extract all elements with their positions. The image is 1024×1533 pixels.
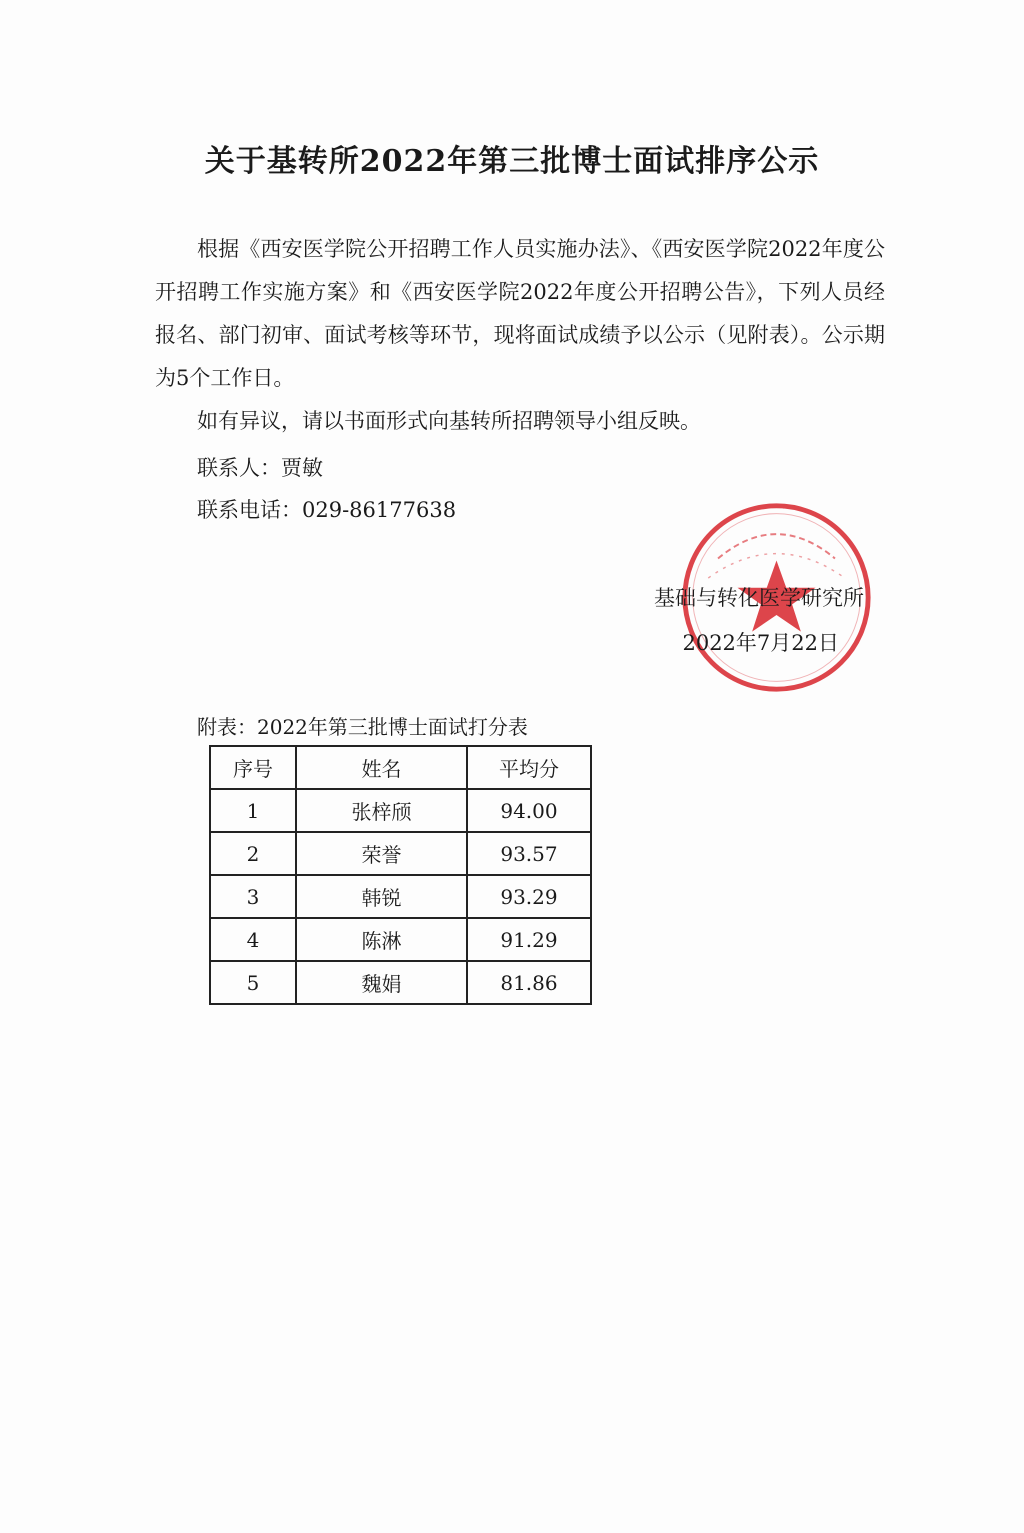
contact-phone: 联系电话：029-86177638 [197, 498, 457, 522]
header-score: 平均分 [467, 746, 591, 789]
cell-name: 陈淋 [296, 918, 467, 961]
cell-score: 94.00 [467, 789, 591, 832]
cell-index: 2 [210, 832, 296, 875]
signature-org: 基础与转化医学研究所 [654, 586, 864, 610]
table-header-row [210, 746, 591, 789]
cell-index: 5 [210, 961, 296, 1004]
paragraph-objection: 如有异议，请以书面形式向基转所招聘领导小组反映。 [197, 409, 701, 433]
table-row [210, 918, 591, 961]
cell-score: 93.29 [467, 875, 591, 918]
header-index: 序号 [210, 746, 296, 789]
cell-score: 91.29 [467, 918, 591, 961]
cell-index: 4 [210, 918, 296, 961]
paragraph-main: 根据《西安医学院公开招聘工作人员实施办法》、《西安医学院2022年度公开招聘工作实施方案》和《西安医学院2022年度公开招聘公告》，下列人员经报名、部门初审、面试考核等环节，现将面试成绩予以公示（见附表）。公示期为5个工作日。 [155, 237, 885, 390]
document-title: 关于基转所2022年第三批博士面试排序公示 [204, 144, 820, 179]
cell-score: 93.57 [467, 832, 591, 875]
cell-name: 张梓颀 [296, 789, 467, 832]
cell-name: 荣誉 [296, 832, 467, 875]
header-name: 姓名 [296, 746, 467, 789]
table-row [210, 832, 591, 875]
body-text [155, 228, 885, 443]
cell-score: 81.86 [467, 961, 591, 1004]
cell-name: 魏娟 [296, 961, 467, 1004]
table-row [210, 875, 591, 918]
signature-date: 2022年7月22日 [682, 631, 839, 655]
table-row [210, 789, 591, 832]
cell-name: 韩锐 [296, 875, 467, 918]
cell-index: 1 [210, 789, 296, 832]
table-caption: 附表：2022年第三批博士面试打分表 [197, 715, 528, 739]
scores-table [209, 745, 592, 1005]
contact-person: 联系人：贾敏 [197, 456, 323, 480]
table-row [210, 961, 591, 1004]
cell-index: 3 [210, 875, 296, 918]
